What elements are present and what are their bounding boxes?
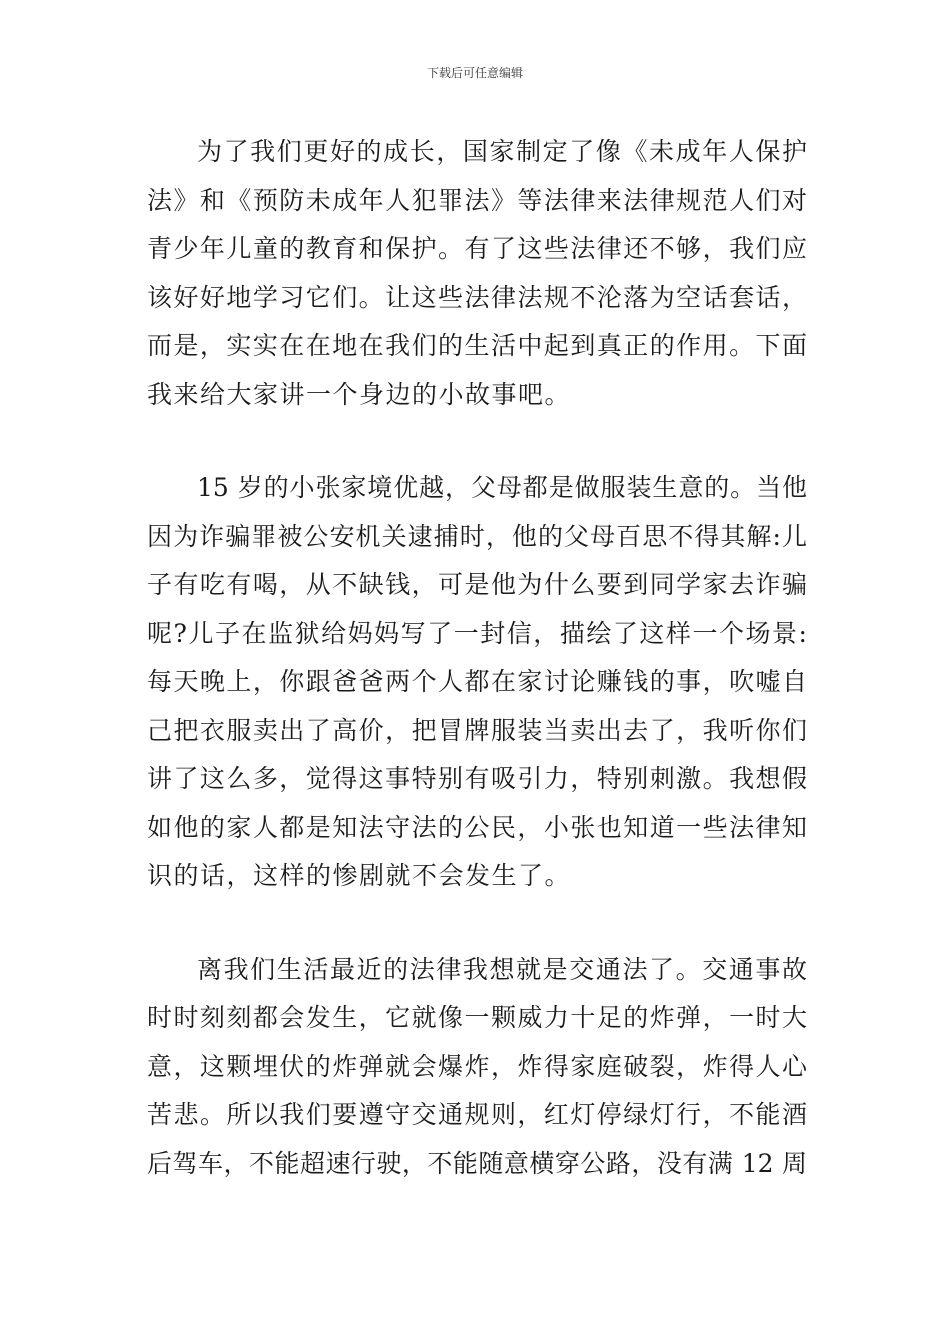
text-line: 讲了这么多，觉得这事特别有吸引力，特别刺激。我想假 bbox=[147, 764, 807, 793]
text-line: 该好好地学习它们。让这些法律法规不沦落为空话套话， bbox=[147, 282, 807, 312]
text-line: 我来给大家讲一个身边的小故事吧。 bbox=[147, 379, 572, 409]
text-line: 呢?儿子在监狱给妈妈写了一封信，描绘了这样一个场景: bbox=[147, 618, 807, 648]
text-line: 而是，实实在在地在我们的生活中起到真正的作用。下面 bbox=[147, 331, 807, 360]
text-line: 苦悲。所以我们要遵守交通规则，红灯停绿灯行，不能酒 bbox=[147, 1100, 807, 1129]
text-line: 因为诈骗罪被公安机关逮捕时，他的父母百思不得其解:儿 bbox=[147, 521, 807, 551]
paragraph-3 bbox=[147, 946, 807, 1189]
paragraph-1 bbox=[147, 128, 807, 419]
text-line: 15 岁的小张家境优越，父母都是做服装生意的。当他 bbox=[197, 473, 807, 502]
text-line: 为了我们更好的成长，国家制定了像《未成年人保护 bbox=[197, 137, 807, 166]
paragraph-2 bbox=[147, 464, 807, 901]
page-header: 下载后可任意编辑 bbox=[426, 66, 523, 80]
text-line: 后驾车，不能超速行驶，不能随意横穿公路，没有满 12 周 bbox=[147, 1148, 807, 1178]
text-line: 离我们生活最近的法律我想就是交通法了。交通事故 bbox=[197, 954, 807, 984]
text-line: 意，这颗埋伏的炸弹就会爆炸，炸得家庭破裂，炸得人心 bbox=[147, 1051, 807, 1081]
text-line: 青少年儿童的教育和保护。有了这些法律还不够，我们应 bbox=[147, 234, 807, 263]
text-line: 时时刻刻都会发生，它就像一颗威力十足的炸弹，一时大 bbox=[147, 1003, 807, 1032]
text-line: 法》和《预防未成年人犯罪法》等法律来法律规范人们对 bbox=[147, 185, 807, 215]
text-line: 每天晚上，你跟爸爸两个人都在家讨论赚钱的事，吹嘘自 bbox=[147, 667, 807, 696]
text-line: 识的话，这样的惨剧就不会发生了。 bbox=[147, 861, 572, 890]
document-body bbox=[147, 128, 807, 1188]
text-line: 己把衣服卖出了高价，把冒牌服装当卖出去了，我听你们 bbox=[147, 715, 807, 745]
text-line: 如他的家人都是知法守法的公民，小张也知道一些法律知 bbox=[147, 812, 807, 842]
text-line: 子有吃有喝，从不缺钱，可是他为什么要到同学家去诈骗 bbox=[147, 570, 807, 599]
